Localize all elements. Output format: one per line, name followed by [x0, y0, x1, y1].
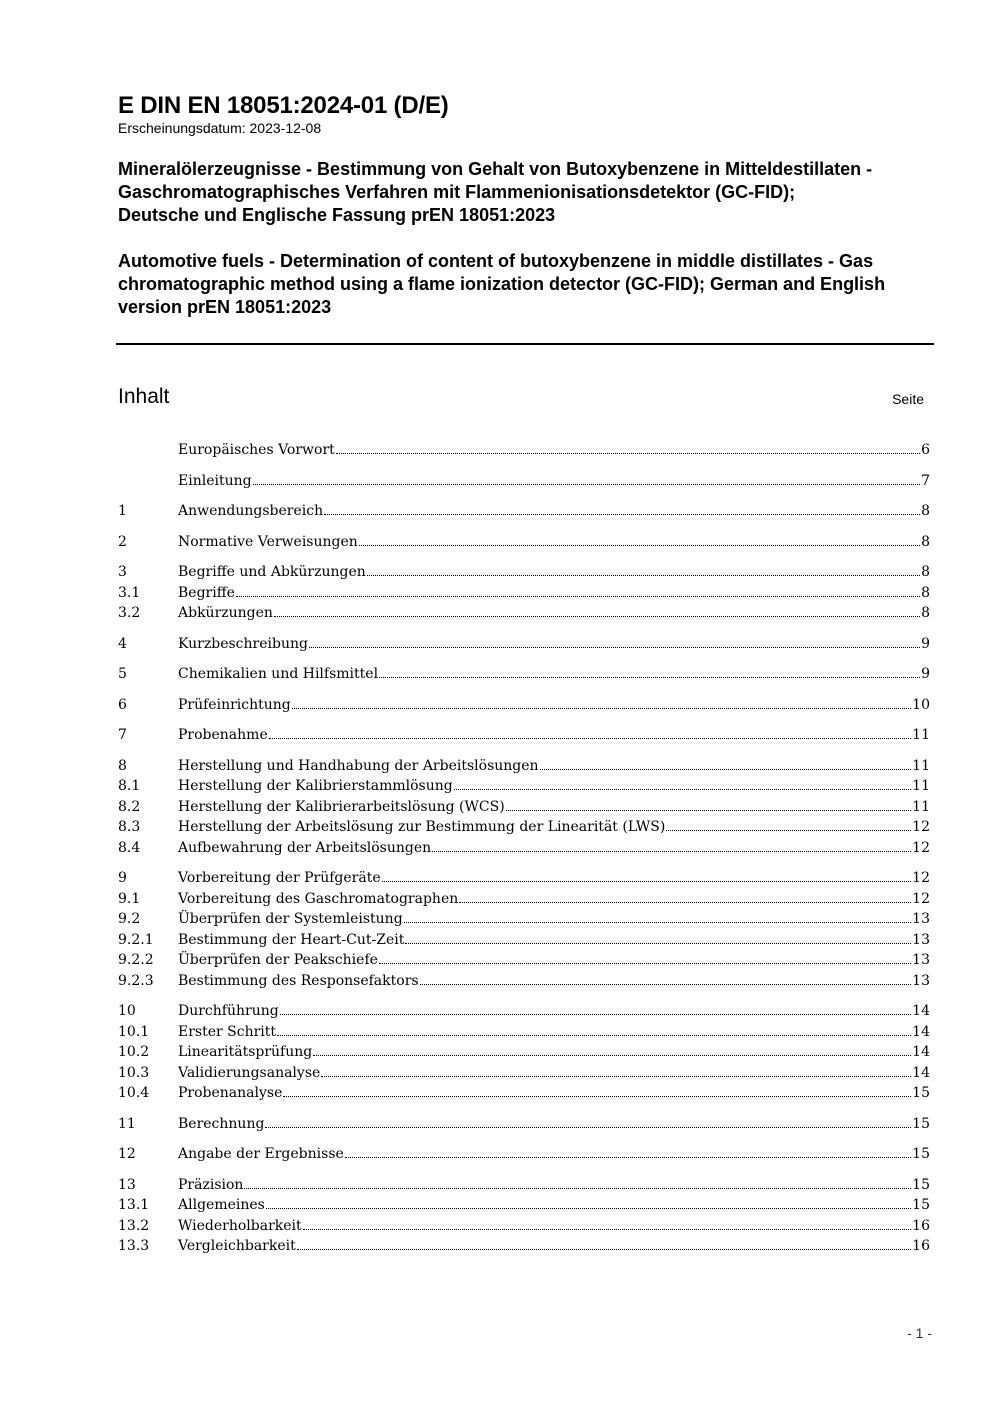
toc-entry-leader-dots [253, 484, 921, 485]
toc-entry[interactable] [118, 1144, 930, 1165]
toc-entry-number: 2 [118, 533, 127, 550]
toc-entry-page: 15 [912, 1176, 930, 1193]
toc-entry-number: 8.2 [118, 798, 141, 815]
toc-entry[interactable] [118, 664, 930, 685]
toc-entry-page: 13 [912, 931, 930, 948]
toc-entry[interactable] [118, 695, 930, 716]
toc-entry[interactable] [118, 1022, 930, 1043]
toc-entry-label: Angabe der Ergebnisse [178, 1146, 344, 1162]
toc-entry-page: 14 [912, 1064, 930, 1081]
toc-entry-label: Probenahme [178, 727, 268, 743]
toc-entry-leader-dots [266, 1208, 911, 1209]
toc-entry-number: 5 [118, 666, 127, 682]
toc-entry-page: 8 [921, 533, 930, 550]
toc-entry-number: 9.2 [118, 911, 141, 927]
toc-entry-label: Vorbereitung des Gaschromatographen [178, 890, 459, 907]
toc-entry-number: 10.3 [118, 1064, 150, 1081]
publication-date: Erscheinungsdatum: 2023-12-08 [118, 120, 322, 136]
toc-entry-leader-dots [292, 708, 911, 709]
toc-entry-label: Überprüfen der Peakschiefe [178, 952, 378, 968]
toc-entry-label: Erster Schritt [178, 1023, 277, 1040]
toc-entry[interactable] [118, 1042, 930, 1063]
toc-entry-leader-dots [244, 1188, 911, 1189]
toc-entry[interactable] [118, 889, 930, 910]
table-of-contents [118, 440, 930, 1257]
toc-entry[interactable] [118, 725, 930, 746]
toc-entry-label: Vorbereitung der Prüfgeräte [178, 870, 381, 886]
toc-entry[interactable] [118, 1175, 930, 1196]
toc-entry-leader-dots [404, 922, 912, 923]
toc-entry-leader-dots [367, 575, 920, 576]
toc-entry-page: 12 [912, 819, 930, 835]
toc-entry-leader-dots [454, 789, 911, 790]
toc-entry-page: 9 [921, 666, 930, 682]
toc-entry-label: Überprüfen der Systemleistung [178, 911, 403, 927]
toc-entry-page: 6 [921, 442, 930, 458]
toc-entry-page: 16 [912, 1217, 930, 1234]
toc-entry-page: 12 [912, 870, 930, 886]
toc-entry-label: Validierungsanalyse [178, 1064, 321, 1081]
toc-entry-page: 8 [921, 503, 930, 519]
toc-entry-number: 9.1 [118, 890, 141, 907]
toc-page-label: Seite [892, 391, 924, 407]
toc-entry-page: 8 [921, 564, 930, 580]
toc-entry-leader-dots [336, 453, 920, 454]
toc-entry-number: 13.3 [118, 1238, 150, 1254]
toc-entry-number: 4 [118, 635, 127, 652]
toc-entry-label: Abkürzungen [178, 605, 273, 621]
document-id: E DIN EN 18051:2024-01 (D/E) [118, 92, 449, 119]
toc-entry-number: 3 [118, 564, 127, 580]
toc-entry-label: Begriffe und Abkürzungen [178, 564, 366, 580]
toc-entry-page: 13 [912, 952, 930, 968]
toc-entry-leader-dots [432, 851, 911, 852]
toc-entry-page: 13 [912, 972, 930, 989]
title-german: Mineralölerzeugnisse - Bestimmung von Gehalt von Butoxybenzene in Mitteldestillaten - Gaschromatographisches Verfahren mit Flammenionisationsdetektor (GC-FID); Deutsche und Englische Fassung prEN 18051:2023 [118, 159, 873, 225]
toc-entry-number: 3.1 [118, 584, 141, 601]
toc-entry[interactable] [118, 971, 930, 992]
toc-entry[interactable] [118, 776, 930, 797]
toc-entry-label: Herstellung der Arbeitslösung zur Bestimmung der Linearität (LWS) [178, 819, 666, 835]
toc-entry-page: 14 [912, 1044, 930, 1060]
document-header [118, 92, 934, 319]
toc-entry-label: Allgemeines [178, 1197, 265, 1213]
toc-entry-page: 8 [921, 584, 930, 601]
toc-entry-page: 15 [912, 1085, 930, 1101]
toc-entry-number: 8.1 [118, 778, 141, 794]
page-number: - 1 - [907, 1325, 932, 1341]
toc-entry-leader-dots [283, 1096, 911, 1097]
toc-entry-leader-dots [309, 647, 920, 648]
toc-entry-leader-dots [506, 810, 912, 811]
toc-entry-leader-dots [265, 1127, 911, 1128]
toc-entry-leader-dots [297, 1249, 911, 1250]
toc-entry[interactable] [118, 930, 930, 951]
toc-entry-number: 10 [118, 1003, 136, 1019]
toc-entry-number: 9.2.1 [118, 931, 154, 948]
toc-entry-page: 14 [912, 1003, 930, 1019]
toc-entry-label: Aufbewahrung der Arbeitslösungen [178, 839, 432, 856]
toc-entry[interactable] [118, 532, 930, 553]
toc-entry-number: 9 [118, 870, 127, 886]
toc-entry-label: Chemikalien und Hilfsmittel [178, 666, 379, 682]
toc-entry[interactable] [118, 756, 930, 777]
toc-entry-label: Herstellung und Handhabung der Arbeitslösungen [178, 757, 539, 774]
toc-entry-leader-dots [280, 1014, 911, 1015]
toc-entry[interactable] [118, 797, 930, 818]
toc-entry-leader-dots [420, 984, 912, 985]
toc-entry-page: 16 [912, 1238, 930, 1254]
toc-entry-leader-dots [313, 1055, 911, 1056]
toc-entry-leader-dots [359, 545, 920, 546]
toc-entry-label: Anwendungsbereich [178, 503, 324, 519]
toc-entry-number: 11 [118, 1115, 136, 1132]
toc-entry-page: 8 [921, 605, 930, 621]
toc-entry-number: 1 [118, 503, 127, 519]
toc-entry-page: 14 [912, 1023, 930, 1040]
toc-entry[interactable] [118, 501, 930, 522]
toc-entry-page: 13 [912, 911, 930, 927]
toc-entry-leader-dots [405, 943, 911, 944]
toc-entry-number: 7 [118, 727, 127, 743]
toc-entry-leader-dots [324, 514, 920, 515]
toc-entry[interactable] [118, 817, 930, 838]
toc-entry-label: Prüfeinrichtung [178, 696, 291, 713]
toc-entry-page: 12 [912, 839, 930, 856]
toc-entry-leader-dots [277, 1035, 911, 1036]
toc-heading: Inhalt [118, 385, 170, 408]
toc-entry-page: 11 [912, 798, 930, 815]
toc-entry-label: Bestimmung der Heart-Cut-Zeit [178, 931, 405, 948]
toc-entry-label: Berechnung [178, 1115, 265, 1132]
toc-entry-label: Durchführung [178, 1003, 279, 1019]
toc-entry-leader-dots [666, 830, 911, 831]
toc-entry-number: 13.1 [118, 1197, 150, 1213]
toc-entry-number: 13.2 [118, 1217, 150, 1234]
toc-entry-number: 3.2 [118, 605, 141, 621]
toc-entry-leader-dots [274, 616, 920, 617]
toc-entry-label: Linearitätsprüfung [178, 1044, 313, 1060]
toc-entry-number: 8.4 [118, 839, 141, 856]
toc-entry-label: Wiederholbarkeit [178, 1217, 302, 1234]
toc-entry-label: Europäisches Vorwort [178, 442, 335, 458]
toc-entry-leader-dots [345, 1157, 911, 1158]
toc-entry-label: Präzision [178, 1176, 244, 1193]
toc-entry-leader-dots [303, 1229, 912, 1230]
toc-entry-leader-dots [379, 677, 920, 678]
toc-entry-leader-dots [382, 881, 912, 882]
toc-entry-number: 10.2 [118, 1044, 150, 1060]
toc-entry-leader-dots [459, 902, 911, 903]
toc-entry-leader-dots [236, 596, 920, 597]
toc-entry-page: 12 [912, 890, 930, 907]
toc-entry[interactable] [118, 1063, 930, 1084]
toc-entry[interactable] [118, 1236, 930, 1257]
toc-entry-number: 8.3 [118, 819, 141, 835]
toc-entry[interactable] [118, 440, 930, 461]
toc-entry-label: Herstellung der Kalibrierarbeitslösung (WCS) [178, 798, 505, 815]
toc-entry-page: 15 [912, 1115, 930, 1132]
toc-entry-number: 13 [118, 1176, 136, 1193]
toc-entry-number: 10.1 [118, 1023, 150, 1040]
toc-entry-number: 6 [118, 696, 127, 713]
toc-entry-page: 11 [912, 757, 930, 774]
toc-entry[interactable] [118, 1195, 930, 1216]
toc-entry-number: 9.2.2 [118, 952, 154, 968]
toc-entry[interactable] [118, 1001, 930, 1022]
toc-entry[interactable] [118, 838, 930, 859]
title-english: Automotive fuels - Determination of content of butoxybenzene in middle distillates - Gas chromatographic method using a flame ionization detector (GC-FID); German and English version prEN 18051:2023 [118, 251, 886, 317]
toc-entry-leader-dots [540, 769, 912, 770]
header-divider [116, 343, 934, 345]
toc-entry-page: 7 [921, 472, 930, 489]
toc-entry[interactable] [118, 471, 930, 492]
toc-entry-page: 15 [912, 1197, 930, 1213]
toc-entry-label: Normative Verweisungen [178, 533, 358, 550]
toc-entry-page: 15 [912, 1146, 930, 1162]
toc-entry-label: Einleitung [178, 472, 252, 489]
toc-entry-label: Bestimmung des Responsefaktors [178, 972, 419, 989]
toc-entry[interactable] [118, 1083, 930, 1104]
toc-entry-number: 12 [118, 1146, 136, 1162]
toc-entry[interactable] [118, 583, 930, 604]
toc-entry-number: 9.2.3 [118, 972, 154, 989]
toc-entry[interactable] [118, 950, 930, 971]
toc-entry-page: 9 [921, 635, 930, 652]
toc-entry-page: 11 [912, 778, 930, 794]
toc-entry[interactable] [118, 909, 930, 930]
toc-entry-leader-dots [321, 1076, 911, 1077]
toc-entry-number: 8 [118, 757, 127, 774]
toc-entry[interactable] [118, 634, 930, 655]
toc-entry-label: Kurzbeschreibung [178, 635, 308, 652]
toc-entry-page: 11 [912, 727, 930, 743]
toc-entry[interactable] [118, 868, 930, 889]
toc-entry-label: Vergleichbarkeit [178, 1238, 296, 1254]
toc-entry-page: 10 [912, 696, 930, 713]
toc-entry-label: Herstellung der Kalibrierstammlösung [178, 778, 453, 794]
toc-entry[interactable] [118, 1114, 930, 1135]
toc-entry-leader-dots [269, 738, 911, 739]
toc-entry-number: 10.4 [118, 1085, 150, 1101]
toc-entry[interactable] [118, 1216, 930, 1237]
toc-entry-label: Begriffe [178, 584, 235, 601]
toc-entry-label: Probenanalyse [178, 1085, 283, 1101]
toc-entry[interactable] [118, 562, 930, 583]
toc-entry[interactable] [118, 603, 930, 624]
toc-entry-leader-dots [379, 963, 911, 964]
